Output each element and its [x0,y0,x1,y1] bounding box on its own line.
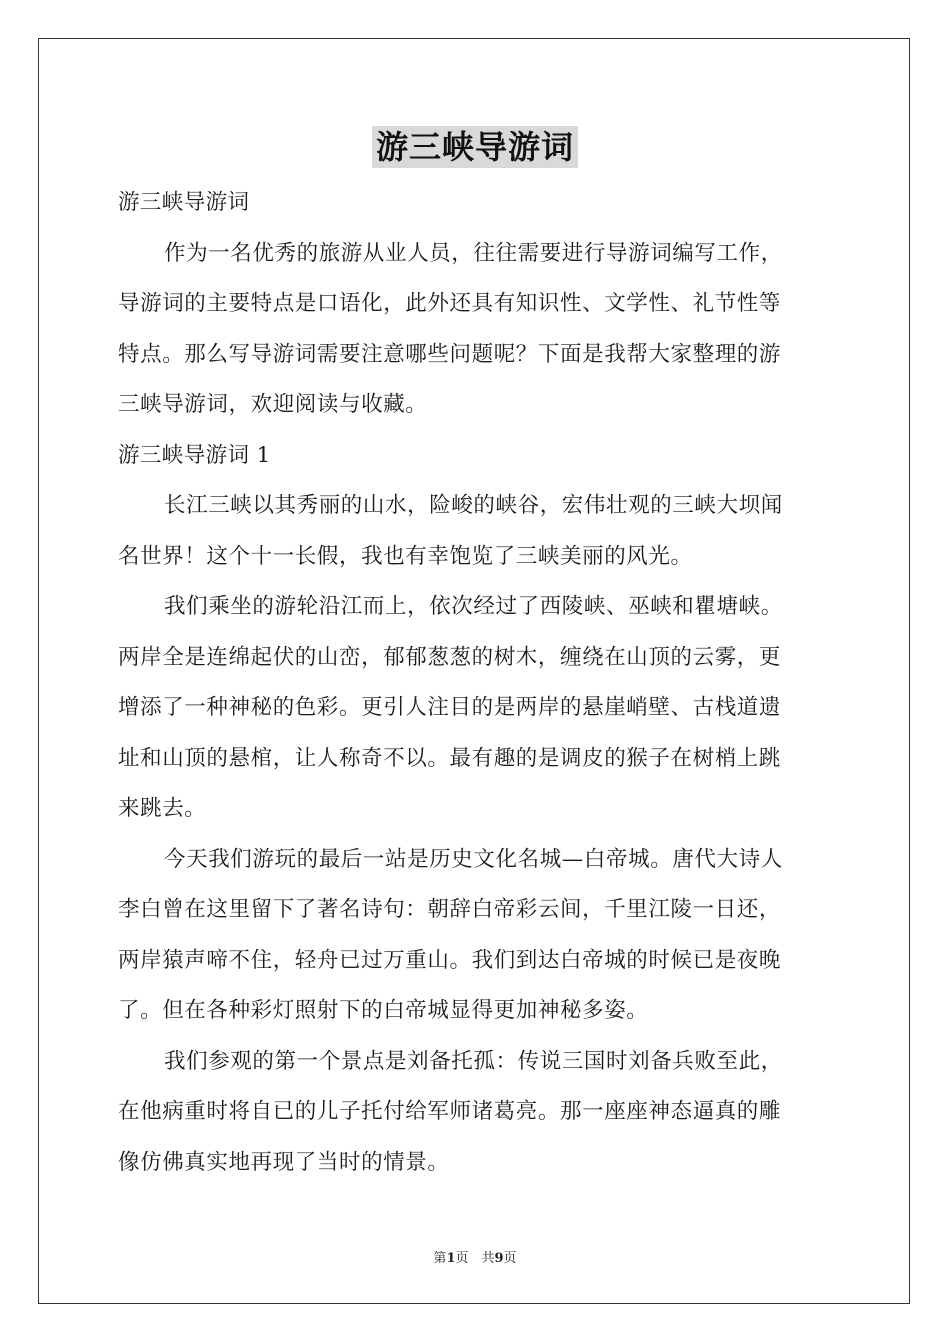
intro-line: 三峡导游词，欢迎阅读与收藏。 [118,392,428,417]
paragraph-line: 名世界！这个十一长假，我也有幸饱览了三峡美丽的风光。 [118,543,693,569]
paragraph-line: 像仿佛真实地再现了当时的情景。 [118,1149,450,1175]
title-container [0,126,950,168]
paragraph-line: 了。但在各种彩灯照射下的白帝城显得更加神秘多姿。 [118,998,649,1023]
paragraph-line: 我们乘坐的游轮沿江而上，依次经过了西陵峡、巫峡和瞿塘峡。 [164,594,783,619]
paragraph-line: 今天我们游玩的最后一站是历史文化名城—白帝城。唐代大诗人 [164,846,783,872]
document-subtitle: 游三峡导游词 [118,190,250,215]
section-heading: 游三峡导游词 1 [118,442,271,468]
document-body [118,178,834,1188]
paragraph-line: 址和山顶的悬棺，让人称奇不以。最有趣的是调皮的猴子在树梢上跳 [118,745,782,771]
page-footer [0,1247,950,1266]
paragraph-line: 两岸全是连绵起伏的山峦，郁郁葱葱的树木，缠绕在山顶的云雾，更 [118,644,782,670]
intro-line: 特点。那么写导游词需要注意哪些问题呢？下面是我帮大家整理的游 [118,341,782,367]
document-title: 游三峡导游词 [372,126,578,168]
page-suffix: 页 [503,1251,517,1266]
page-current: 1 [446,1251,456,1266]
intro-line: 导游词的主要特点是口语化，此外还具有知识性、文学性、礼节性等 [118,291,782,316]
paragraph-line: 我们参观的第一个景点是刘备托孤：传说三国时刘备兵败至此， [164,1048,783,1074]
paragraph-line: 李白曾在这里留下了著名诗句：朝辞白帝彩云间，千里江陵一日还， [118,897,782,922]
paragraph-line: 两岸猿声啼不住，轻舟已过万重山。我们到达白帝城的时候已是夜晚 [118,947,782,973]
paragraph-line: 长江三峡以其秀丽的山水，险峻的峡谷，宏伟壮观的三峡大坝闻 [164,493,783,518]
page-mid: 页 共 [455,1251,495,1266]
paragraph-line: 增添了一种神秘的色彩。更引人注目的是两岸的悬崖峭壁、古栈道遗 [118,695,782,720]
paragraph-line: 在他病重时将自已的儿子托付给军师诸葛亮。那一座座神态逼真的雕 [118,1099,782,1124]
paragraph-line: 来跳去。 [118,796,207,821]
page-total: 9 [494,1251,504,1266]
intro-line: 作为一名优秀的旅游从业人员，往往需要进行导游词编写工作， [164,240,783,266]
page-prefix: 第 [433,1251,447,1266]
